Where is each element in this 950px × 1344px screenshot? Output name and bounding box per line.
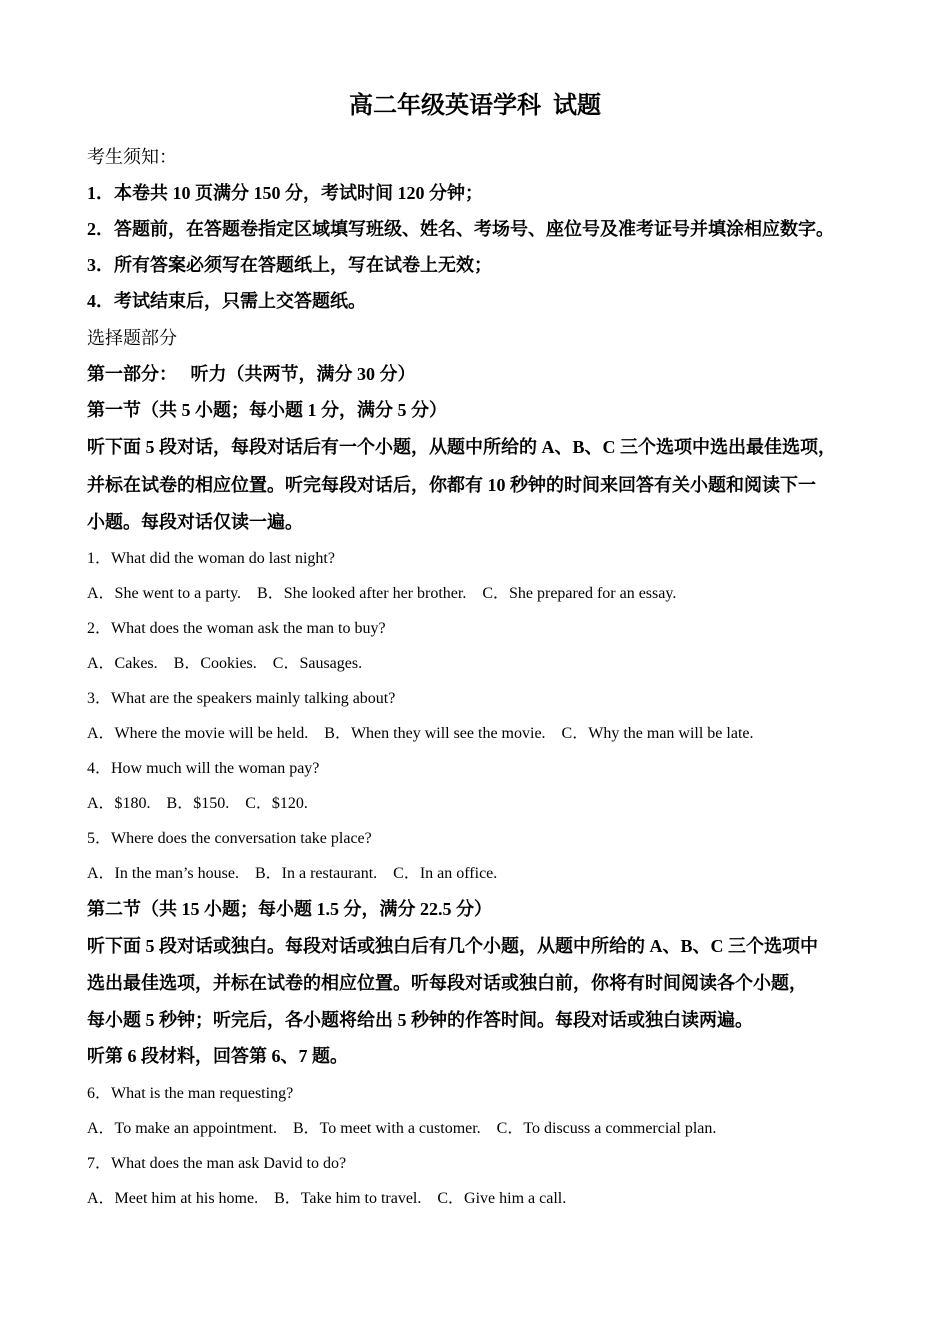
question-7: 7．What does the man ask David to do? — [87, 1155, 347, 1172]
section1-instruction-line-2: 并标在试卷的相应位置。听完每段对话后，你都有 10 秒钟的时间来回答有关小题和阅读下一 — [87, 475, 816, 495]
part1-section1-title: 第一节（共 5 小题；每小题 1 分，满分 5 分） — [87, 400, 447, 420]
question-2-options: A．Cakes. B．Cookies. C．Sausages. — [87, 655, 363, 672]
notice-item-3: 3．所有答案必须写在答题纸上，写在试卷上无效； — [87, 255, 492, 275]
material-6-heading: 听第 6 段材料，回答第 6、7 题。 — [87, 1046, 348, 1066]
question-3-options: A．Where the movie will be held. B．When they will see the movie. C．Why the man will be late. — [87, 725, 754, 742]
question-2: 2．What does the woman ask the man to buy? — [87, 620, 386, 637]
section-label: 选择题部分 — [87, 328, 177, 348]
question-7-options: A．Meet him at his home. B．Take him to travel. C．Give him a call. — [87, 1190, 567, 1207]
question-4: 4．How much will the woman pay? — [87, 760, 320, 777]
section2-instruction-line-3: 每小题 5 秒钟；听完后，各小题将给出 5 秒钟的作答时间。每段对话或独白读两遍。 — [87, 1010, 753, 1030]
question-5: 5．Where does the conversation take place? — [87, 830, 372, 847]
notice-heading: 考生须知： — [87, 147, 177, 167]
question-6: 6．What is the man requesting? — [87, 1085, 294, 1102]
question-3: 3．What are the speakers mainly talking about? — [87, 690, 396, 707]
notice-item-1: 1．本卷共 10 页满分 150 分，考试时间 120 分钟； — [87, 183, 483, 203]
question-6-options: A．To make an appointment. B．To meet with a customer. C．To discuss a commercial plan. — [87, 1120, 717, 1137]
question-4-options: A．$180. B．$150. C．$120. — [87, 795, 308, 812]
question-1-options: A．She went to a party. B．She looked after her brother. C．She prepared for an essay. — [87, 585, 677, 602]
question-1: 1．What did the woman do last night? — [87, 550, 335, 567]
part1-section2-title: 第二节（共 15 小题；每小题 1.5 分，满分 22.5 分） — [87, 899, 492, 919]
question-5-options: A．In the man’s house. B．In a restaurant. C．In an office. — [87, 865, 498, 882]
section2-instruction-line-2: 选出最佳选项，并标在试卷的相应位置。听每段对话或独白前，你将有时间阅读各个小题， — [87, 973, 807, 993]
notice-item-4: 4．考试结束后，只需上交答题纸。 — [87, 291, 366, 311]
section2-instruction-line-1: 听下面 5 段对话或独白。每段对话或独白后有几个小题，从题中所给的 A、B、C 三个选项中 — [87, 936, 818, 956]
part1-title: 第一部分： 听力（共两节，满分 30 分） — [87, 364, 416, 384]
section1-instruction-line-1: 听下面 5 段对话，每段对话后有一个小题，从题中所给的 A、B、C 三个选项中选出最佳选项， — [87, 437, 836, 457]
section1-instruction-line-3: 小题。每段对话仅读一遍。 — [87, 512, 303, 532]
notice-item-2: 2．答题前，在答题卷指定区域填写班级、姓名、考场号、座位号及准考证号并填涂相应数字。 — [87, 219, 834, 239]
page-title: 高二年级英语学科 试题 — [349, 93, 601, 119]
